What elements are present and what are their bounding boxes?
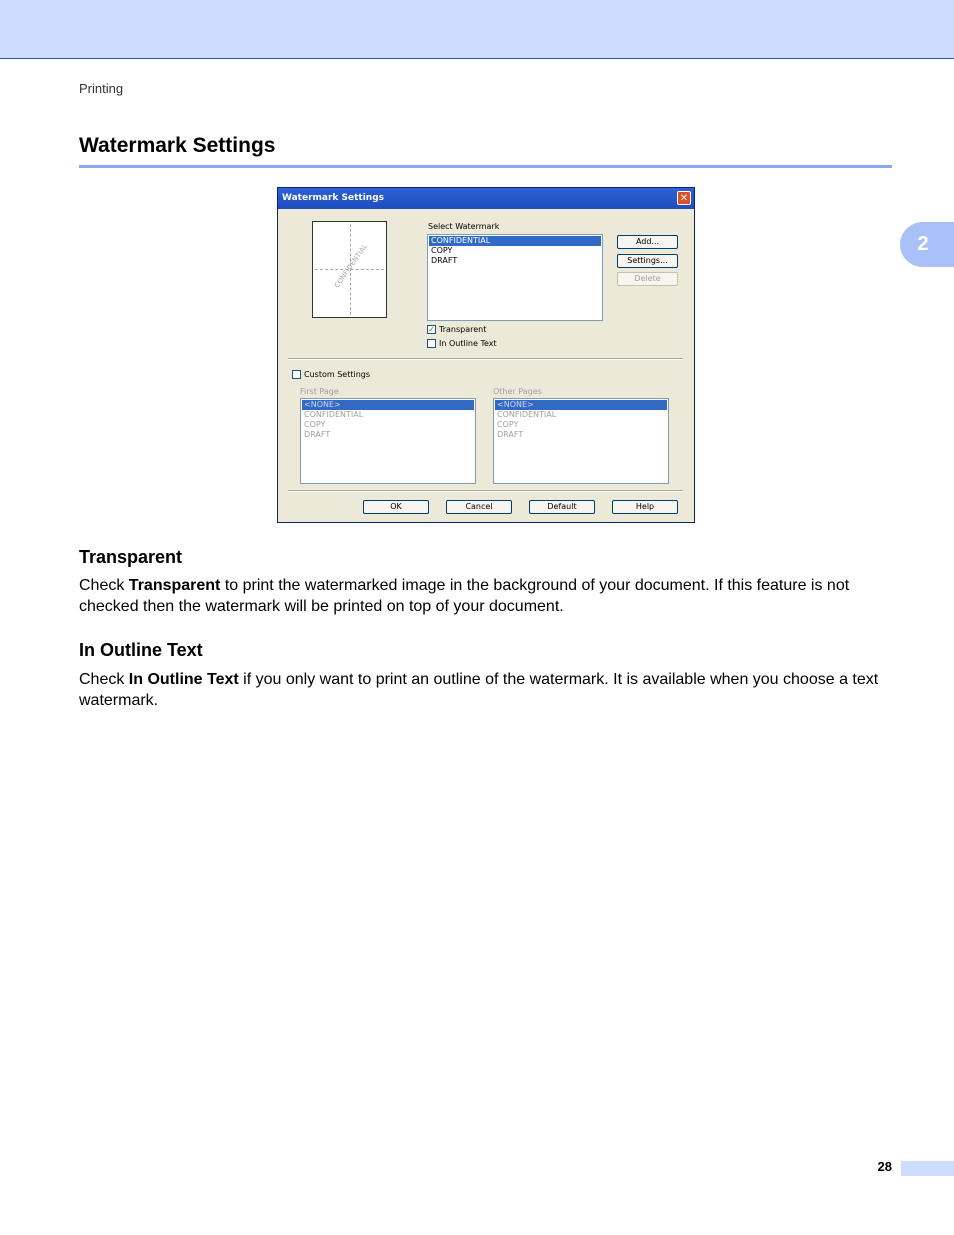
default-button[interactable]: Default — [529, 500, 595, 514]
list-item[interactable]: CONFIDENTIAL — [497, 410, 557, 419]
add-button[interactable]: Add... — [617, 235, 678, 249]
transparent-label: Transparent — [439, 325, 487, 334]
footer-bar — [901, 1161, 954, 1176]
first-page-list[interactable] — [300, 398, 476, 484]
title-rule — [79, 165, 892, 168]
chapter-tab: 2 — [900, 222, 954, 267]
cancel-button[interactable]: Cancel — [446, 500, 512, 514]
list-item[interactable]: COPY — [431, 246, 453, 255]
list-item[interactable]: DRAFT — [431, 256, 458, 265]
section-heading-transparent: Transparent — [79, 547, 183, 567]
list-item[interactable]: <NONE> — [302, 400, 474, 410]
watermark-list[interactable] — [427, 234, 603, 321]
first-page-label: First Page — [300, 387, 339, 396]
settings-button[interactable]: Settings... — [617, 254, 678, 268]
paragraph-text: Check — [79, 671, 129, 688]
paragraph-text: Check — [79, 577, 129, 594]
divider — [288, 358, 683, 360]
dialog-title: Watermark Settings — [278, 188, 694, 209]
close-icon[interactable]: ✕ — [677, 191, 691, 205]
divider — [288, 490, 683, 492]
preview-watermark-text: CONFIDENTIAL — [332, 242, 370, 290]
watermark-settings-dialog — [277, 187, 695, 523]
header-band — [0, 0, 954, 59]
list-item[interactable]: COPY — [497, 420, 519, 429]
other-pages-label: Other Pages — [493, 387, 542, 396]
paragraph-outline-text — [79, 669, 894, 711]
paragraph-bold: In Outline Text — [128, 671, 239, 688]
watermark-preview — [312, 221, 387, 318]
custom-settings-label: Custom Settings — [304, 370, 371, 379]
ok-button[interactable]: OK — [363, 500, 429, 514]
paragraph-text: if you only want to print an outline of the watermark. It is available when you choose a text watermark. — [79, 671, 879, 709]
delete-button[interactable]: Delete — [617, 272, 678, 286]
paragraph-transparent — [79, 575, 894, 617]
list-item[interactable]: COPY — [304, 420, 326, 429]
page-number: 28 — [877, 1159, 892, 1174]
list-item[interactable]: <NONE> — [495, 400, 667, 410]
breadcrumb: Printing — [79, 81, 124, 96]
outline-text-checkbox[interactable] — [427, 339, 436, 348]
paragraph-bold: Transparent — [128, 577, 221, 594]
outline-text-label: In Outline Text — [439, 339, 497, 348]
list-item[interactable]: CONFIDENTIAL — [304, 410, 364, 419]
help-button[interactable]: Help — [612, 500, 678, 514]
page-title: Watermark Settings — [79, 134, 276, 157]
list-item[interactable]: DRAFT — [497, 430, 524, 439]
transparent-checkbox[interactable]: ✓ — [428, 325, 435, 334]
section-heading-outline-text: In Outline Text — [79, 640, 203, 660]
paragraph-text: to print the watermarked image in the background of your document. If this feature is not checked then the watermark will be printed on top of your document. — [79, 577, 850, 615]
list-item[interactable]: DRAFT — [304, 430, 331, 439]
other-pages-list[interactable] — [493, 398, 669, 484]
custom-settings-checkbox[interactable] — [292, 370, 301, 379]
select-watermark-label: Select Watermark — [428, 222, 500, 231]
list-item[interactable]: CONFIDENTIAL — [429, 236, 601, 246]
